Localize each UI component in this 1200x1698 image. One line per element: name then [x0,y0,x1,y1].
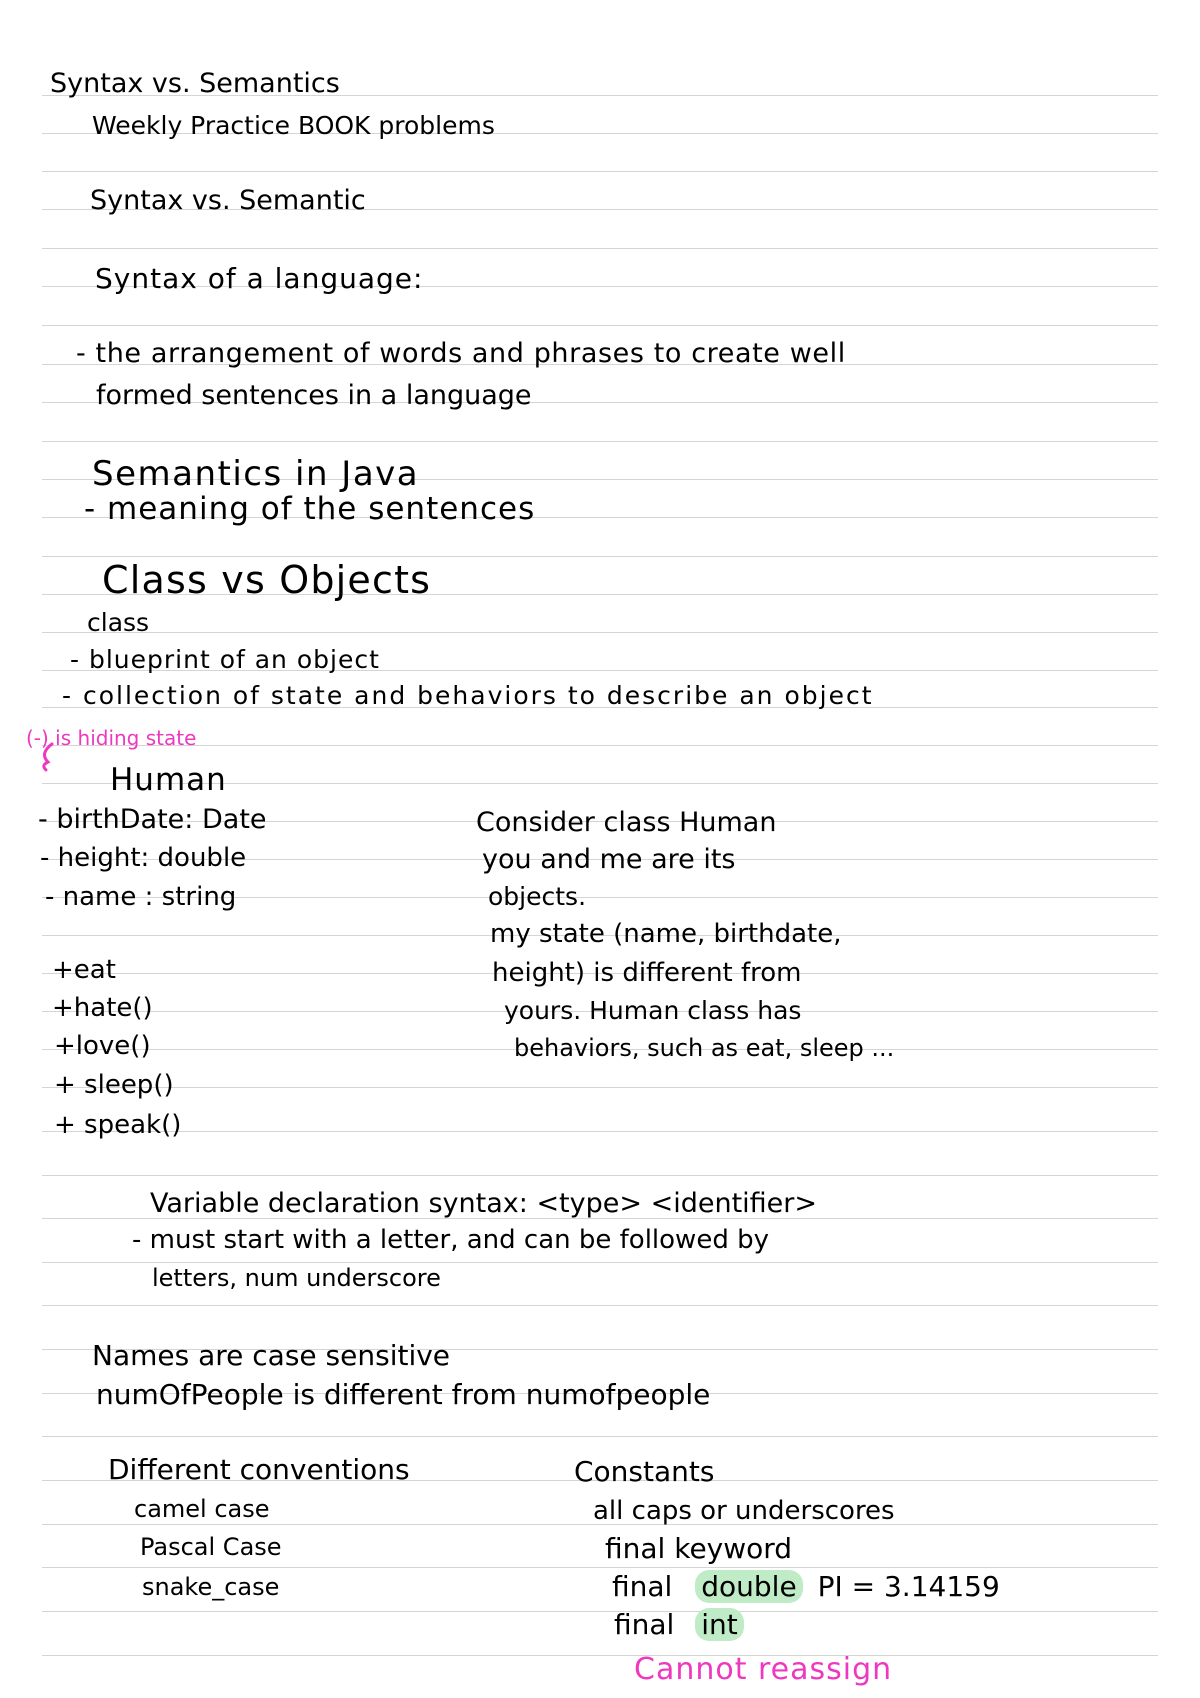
method-item: + speak() [54,1110,182,1140]
names-case-sensitive: Names are case sensitive [92,1339,451,1372]
consider-line: height) is different from [492,958,802,988]
variable-declaration-rule-cont: letters, num underscore [152,1264,441,1292]
semantics-definition: - meaning of the sentences [84,491,536,527]
convention-item: Pascal Case [140,1533,282,1561]
heading-syntax-of-language: Syntax of a language: [95,262,424,295]
pi-assignment: PI = 3.14159 [817,1570,1000,1603]
method-item: +hate() [52,993,153,1023]
consider-line: behaviors, such as eat, sleep ... [514,1034,895,1062]
variable-declaration-heading: Variable declaration syntax: <type> <identifier> [150,1188,817,1219]
class-label: class [87,608,150,637]
method-item: + sleep() [54,1070,174,1100]
constant-pi-example [612,1570,1000,1603]
syntax-definition-line-2: formed sentences in a language [96,380,532,411]
attribute-item: - birthDate: Date [38,804,267,835]
double-type-highlight: double [695,1570,802,1603]
constants-rule-final: final keyword [605,1532,793,1565]
method-item: +love() [54,1031,151,1061]
page-subtitle: Weekly Practice BOOK problems [92,111,495,140]
convention-item: snake_case [142,1573,280,1601]
attribute-item: - height: double [40,843,247,873]
variable-declaration-rule: - must start with a letter, and can be followed by [132,1225,769,1255]
attribute-item: - name : string [45,882,237,912]
heading-class-vs-objects: Class vs Objects [102,558,432,602]
page-title: Syntax vs. Semantics [50,68,340,99]
human-class-title: Human [110,762,227,798]
method-item: +eat [52,955,116,985]
constant-int-example [614,1608,738,1641]
consider-line: my state (name, birthdate, [490,919,842,949]
num-of-people-example: numOfPeople is different from numofpeople [96,1378,711,1411]
final-keyword: final [612,1570,673,1603]
consider-line: objects. [488,882,587,911]
final-keyword: final [614,1608,675,1641]
convention-item: camel case [134,1495,270,1523]
class-definition-1: - blueprint of an object [70,645,380,674]
constants-rule-caps: all caps or underscores [593,1496,895,1526]
int-type-highlight: int [695,1608,744,1641]
consider-line: you and me are its [482,844,736,875]
heading-syntax-vs-semantic: Syntax vs. Semantic [90,185,366,216]
conventions-heading: Different conventions [108,1453,410,1486]
cannot-reassign-note: Cannot reassign [634,1652,893,1687]
class-definition-2: - collection of state and behaviors to describe an object [62,681,874,710]
consider-line: Consider class Human [476,807,777,838]
constants-heading: Constants [574,1455,715,1488]
consider-line: yours. Human class has [504,996,802,1025]
hiding-state-arrow [32,740,62,772]
hiding-state-annotation: (-) is hiding state [26,726,197,750]
heading-semantics-in-java: Semantics in Java [92,454,420,494]
syntax-definition-line-1: - the arrangement of words and phrases to create well [76,338,846,369]
